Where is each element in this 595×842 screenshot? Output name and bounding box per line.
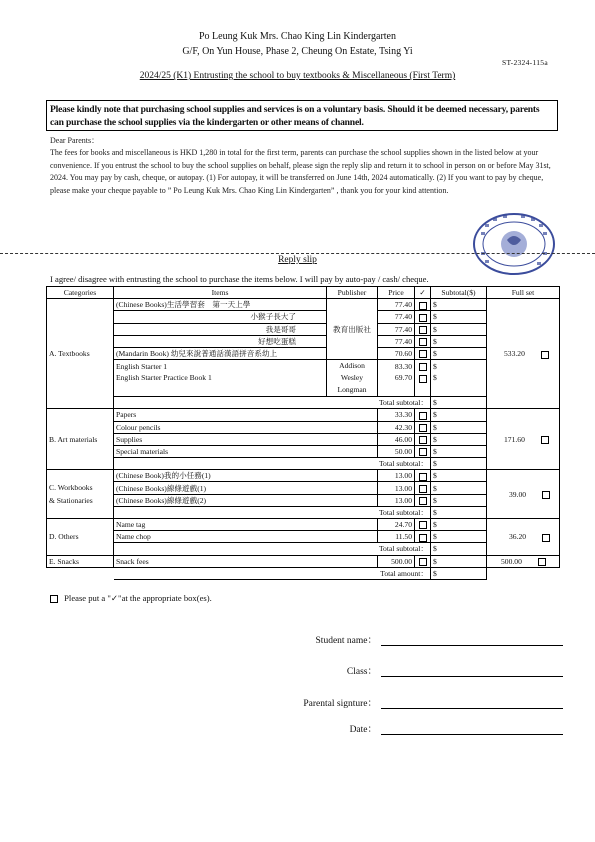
subtotal-cell[interactable]: $ [431, 531, 487, 543]
student-name-label: Student name： [315, 636, 377, 646]
item-price: 83.30 [378, 360, 415, 373]
item-price: 24.70 [378, 519, 415, 531]
item-name: Name chop [114, 531, 378, 543]
total-subtotal-cell[interactable]: $ [431, 397, 487, 409]
item-price: 13.00 [378, 494, 415, 506]
item-name: Supplies [114, 433, 378, 445]
parental-signature-field[interactable] [381, 708, 563, 709]
total-amount-row [47, 567, 560, 579]
voluntary-notice: Please kindly note that purchasing school supplies and services is on a voluntary basis. Should it be deemed necessary, parents can purchase the school supplies via the kindergarten or other means of channel. [46, 100, 558, 131]
item-name: (Chinese Books)生活學習套 第一天上學 [114, 299, 327, 311]
item-checkbox[interactable] [419, 363, 427, 371]
item-name: English Starter Practice Book 1 [114, 372, 327, 396]
item-price: 13.00 [378, 482, 415, 494]
fees-table [46, 286, 560, 580]
item-checkbox[interactable] [419, 302, 427, 310]
subtotal-cell[interactable]: $ [431, 372, 487, 396]
total-subtotal-cell[interactable]: $ [431, 506, 487, 518]
item-checkbox[interactable] [419, 534, 427, 542]
item-checkbox[interactable] [419, 521, 427, 529]
document-ref: ST-2324-115a [502, 58, 548, 67]
category-others: D. Others [47, 519, 114, 556]
table-row [47, 519, 560, 531]
category-workbooks [47, 470, 114, 519]
full-set-others [487, 519, 560, 556]
date-field[interactable] [381, 734, 563, 735]
item-checkbox[interactable] [419, 448, 427, 456]
class-label: Class： [346, 667, 377, 677]
item-name: (Chinese Books)線條遊戲(1) [114, 482, 378, 494]
full-set-value: 36.20 [509, 532, 527, 542]
item-price: 70.60 [378, 347, 415, 359]
subtotal-cell[interactable]: $ [431, 409, 487, 421]
subtotal-cell[interactable]: $ [431, 433, 487, 445]
table-row [47, 372, 560, 396]
header-publisher: Publisher [327, 287, 378, 299]
letter-body [50, 135, 565, 197]
header-price: Price [378, 287, 415, 299]
item-name: (Mandarin Book) 幼兒來說普通話漢語拼音系幼上 [114, 347, 327, 359]
category-workbooks-line2: & Stationaries [49, 496, 93, 506]
subtotal-cell[interactable]: $ [431, 494, 487, 506]
total-subtotal-cell[interactable]: $ [431, 458, 487, 470]
category-snacks: E. Snacks [47, 555, 114, 567]
cut-line [0, 253, 595, 254]
item-name: English Starter 1 [114, 360, 327, 373]
header-items: Items [114, 287, 327, 299]
total-subtotal-label: Total subtotal： [114, 458, 431, 470]
salutation: Dear Parents： [50, 136, 100, 145]
total-amount-cell[interactable]: $ [431, 567, 487, 579]
full-set-checkbox[interactable] [542, 534, 550, 542]
item-price: 500.00 [378, 555, 415, 567]
table-row [47, 433, 560, 445]
item-price: 77.40 [378, 311, 415, 323]
item-price: 77.40 [378, 335, 415, 347]
item-checkbox[interactable] [419, 473, 427, 481]
subtotal-cell[interactable]: $ [431, 470, 487, 482]
table-row [47, 360, 560, 373]
item-name: 好想吃蛋糕 [114, 335, 327, 347]
school-seal-stamp [469, 212, 559, 276]
subtotal-cell[interactable]: $ [431, 482, 487, 494]
item-price: 13.00 [378, 470, 415, 482]
checkbox-instruction [50, 593, 212, 604]
subtotal-cell[interactable]: $ [431, 323, 487, 335]
class-field[interactable] [381, 676, 563, 677]
date-label: Date： [349, 725, 377, 735]
category-art: B. Art materials [47, 409, 114, 470]
subtotal-row [47, 506, 560, 518]
item-name: 小猴子長大了 [114, 311, 327, 323]
letter-paragraph: The fees for books and miscellaneous is HKD 1,280 in total for the first term, parents can purchase the school supplies shown in the listed below at your convenience. If you entrust the school to buy the school supplies on behalf, please sign the reply slip and return it to school in person on or before May 31st, 2024. You may pay by cash, cheque, or autopay. (1) For autopay, it will be transferred on June 14th, 2024 automatically. (2) If you want to pay by cheque, please make your cheque payable to ” Po Leung Kuk Mrs. Chao King Lin Kindergarten” , thank you for your kind attention. [50, 148, 551, 195]
item-name: Colour pencils [114, 421, 378, 433]
table-row [47, 299, 560, 311]
table-row [47, 445, 560, 457]
table-row [47, 311, 560, 323]
table-row [47, 347, 560, 359]
item-checkbox[interactable] [419, 424, 427, 432]
full-set-value: 39.00 [509, 489, 527, 499]
header-full-set: Full set [487, 287, 560, 299]
item-price: 77.40 [378, 323, 415, 335]
parental-signature-label: Parental signture： [303, 699, 377, 709]
item-price: 46.00 [378, 433, 415, 445]
full-set-checkbox[interactable] [541, 436, 549, 444]
item-checkbox[interactable] [419, 436, 427, 444]
table-row [47, 421, 560, 433]
item-checkbox[interactable] [419, 412, 427, 420]
total-subtotal-cell[interactable]: $ [431, 543, 487, 555]
item-checkbox[interactable] [419, 558, 427, 566]
table-row [47, 555, 560, 567]
subtotal-cell[interactable]: $ [431, 445, 487, 457]
item-price: 77.40 [378, 299, 415, 311]
full-set-textbooks [487, 299, 560, 409]
table-row [47, 494, 560, 506]
full-set-snacks [487, 555, 560, 567]
table-row [47, 409, 560, 421]
school-address: G/F, On Yun House, Phase 2, Cheung On Estate, Tsing Yi [182, 46, 413, 57]
item-name: Name tag [114, 519, 378, 531]
category-textbooks: A. Textbooks [47, 299, 114, 409]
table-row [47, 470, 560, 482]
item-checkbox[interactable] [419, 485, 427, 493]
category-workbooks-line1: C. Workbooks [49, 483, 93, 493]
subtotal-row [47, 458, 560, 470]
full-set-value: 533.20 [504, 349, 525, 359]
item-checkbox[interactable] [419, 350, 427, 358]
full-set-value: 500.00 [501, 556, 522, 566]
item-checkbox[interactable] [419, 338, 427, 346]
total-amount-label: Total amount： [114, 567, 431, 579]
item-price: 33.30 [378, 409, 415, 421]
item-name: Snack fees [114, 555, 378, 567]
subtotal-cell[interactable]: $ [431, 311, 487, 323]
agree-statement: I agree/ disagree with entrusting the school to purchase the items below. I will pay by auto-pay / cash/ cheque. [50, 274, 429, 284]
publisher-english: Addison Wesley Longman [327, 360, 378, 397]
subtotal-cell[interactable]: $ [431, 421, 487, 433]
checkbox-icon [50, 595, 58, 603]
item-checkbox[interactable] [419, 497, 427, 505]
table-header-row [47, 287, 560, 299]
full-set-checkbox[interactable] [542, 491, 550, 499]
school-name: Po Leung Kuk Mrs. Chao King Lin Kindergarten [198, 31, 396, 42]
document-title: 2024/25 (K1) Entrusting the school to buy textbooks & Miscellaneous (First Term) [139, 71, 456, 81]
reply-slip-title: Reply slip [278, 255, 317, 265]
item-price: 11.50 [378, 531, 415, 543]
total-subtotal-label: Total subtotal： [114, 506, 431, 518]
header-subtotal: Subtotal($) [431, 287, 487, 299]
table-row [47, 323, 560, 335]
publisher-chinese: 教育出版社 [327, 299, 378, 360]
subtotal-cell[interactable]: $ [431, 347, 487, 359]
header-check: ✓ [415, 287, 431, 299]
item-name: Special materials [114, 445, 378, 457]
subtotal-cell[interactable]: $ [431, 360, 487, 373]
full-set-checkbox[interactable] [541, 351, 549, 359]
header-categories: Categories [47, 287, 114, 299]
item-price: 50.00 [378, 445, 415, 457]
total-subtotal-label: Total subtotal： [114, 397, 431, 409]
item-name: (Chinese Books)線條遊戲(2) [114, 494, 378, 506]
item-name: (Chinese Book)我的小任務(1) [114, 470, 378, 482]
subtotal-cell[interactable]: $ [431, 555, 487, 567]
checkbox-instruction-text: Please put a "✓"at the appropriate box(es). [64, 593, 212, 603]
subtotal-row [47, 397, 560, 409]
subtotal-cell[interactable]: $ [431, 335, 487, 347]
table-row [47, 482, 560, 494]
total-subtotal-label: Total subtotal： [114, 543, 431, 555]
subtotal-cell[interactable]: $ [431, 299, 487, 311]
item-name: Papers [114, 409, 378, 421]
item-checkbox[interactable] [419, 314, 427, 322]
item-name: 我是哥哥 [114, 323, 327, 335]
full-set-value: 171.60 [504, 434, 525, 444]
item-price: 69.70 [378, 372, 415, 396]
subtotal-row [47, 543, 560, 555]
full-set-art [487, 409, 560, 470]
subtotal-cell[interactable]: $ [431, 519, 487, 531]
student-name-field[interactable] [381, 645, 563, 646]
full-set-checkbox[interactable] [538, 558, 546, 566]
item-checkbox[interactable] [419, 326, 427, 334]
table-row [47, 335, 560, 347]
table-row [47, 531, 560, 543]
item-price: 42.30 [378, 421, 415, 433]
item-checkbox[interactable] [419, 375, 427, 383]
full-set-workbooks [487, 470, 560, 519]
